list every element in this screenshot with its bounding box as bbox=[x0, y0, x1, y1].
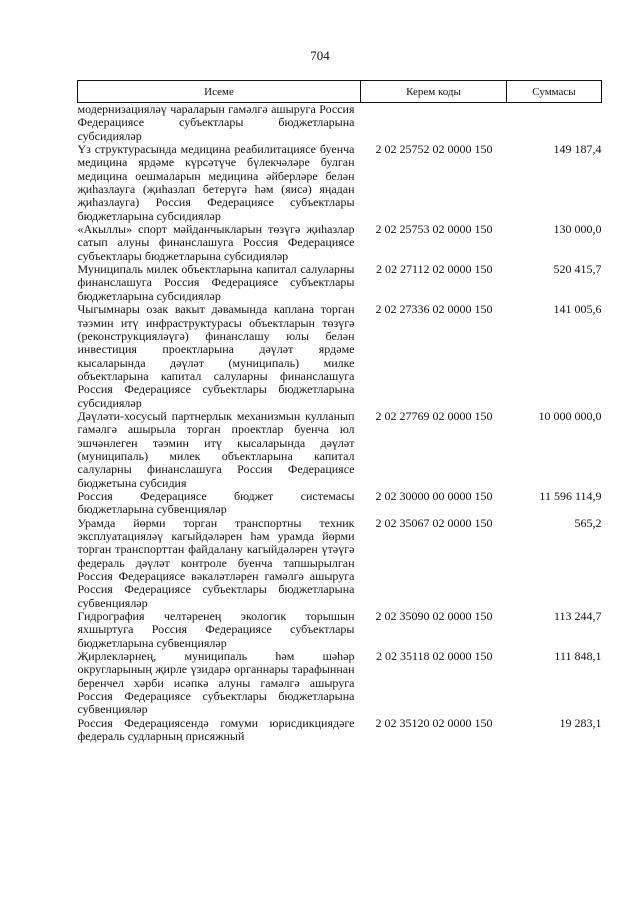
table-row bbox=[78, 490, 602, 517]
table-body bbox=[78, 103, 602, 744]
row-name: Җирлекләрнең, муниципаль һәм шәһәр округларының җирле үзидарә органнары тарафыннан беренчел хәрби исәпкә алуны гамәлгә ашыруга Россия Федерациясе субъектлары бюджетларына субвенцияләр bbox=[77, 649, 355, 717]
row-sum: 10 000 000,0 bbox=[538, 408, 602, 423]
row-sum: 113 244,7 bbox=[553, 609, 602, 624]
table-row bbox=[78, 223, 602, 263]
header-sum: Суммасы bbox=[507, 81, 602, 103]
row-code: 2 02 35067 02 0000 150 bbox=[375, 515, 493, 530]
row-sum: 11 596 114,9 bbox=[539, 488, 602, 503]
row-code: 2 02 35120 02 0000 150 bbox=[375, 715, 493, 730]
row-sum: 149 187,4 bbox=[553, 142, 602, 157]
row-code: 2 02 27769 02 0000 150 bbox=[375, 408, 493, 423]
row-code: 2 02 35090 02 0000 150 bbox=[375, 609, 493, 624]
header-code: Керем коды bbox=[361, 81, 507, 103]
row-code: 2 02 25753 02 0000 150 bbox=[375, 222, 493, 237]
row-sum: 111 848,1 bbox=[554, 649, 602, 664]
row-name: Урамда йөрми торган транспортны техник эксплуатацияләү кагыйдәләрен һәм урамда йөрми торган транспорттан файдалану кагыйдәләрен үтәүгә федераль дәүләт контроле буенча тапшырылган Россия Федерациясе вәкаләтләрен гамәлгә ашыруга Россия Федерациясе субъектлары бюджетларына субвенцияләр bbox=[77, 515, 355, 610]
table-row bbox=[78, 303, 602, 410]
row-sum: 141 005,6 bbox=[553, 302, 602, 317]
row-code: 2 02 27112 02 0000 150 bbox=[375, 262, 493, 277]
row-name: Россия Федерациясендә гомуми юрисдикциядәге федераль судларның присяжный bbox=[77, 715, 355, 744]
table-row bbox=[78, 263, 602, 303]
table-row bbox=[78, 650, 602, 717]
row-code: 2 02 25752 02 0000 150 bbox=[375, 142, 493, 157]
page-number: 704 bbox=[310, 48, 330, 63]
header-row bbox=[78, 81, 602, 103]
table-row bbox=[78, 103, 602, 144]
row-sum bbox=[507, 103, 602, 144]
row-name: Чыгымнары озак вакыт дәвамында каплана торган тәэмин итү инфраструктурасы объектларын төзүгә (реконструкцияләүгә) финанслашу юлы белән инвестиция проектларына дәүләт ярдәме кысаларында дәүләт (муниципаль) милке объектларына капитал салуларны финанслашуга Россия Федерациясе субъектлары бюджетларына субсидияләр bbox=[77, 302, 355, 410]
table-header bbox=[78, 81, 602, 103]
row-name: Үз структурасында медицина реабилитациясе буенча медицина ярдәме күрсәтүче бүлекчәләре булган медицина оешмаларын медицина әйберләре белән җиһазлауга (җиһазлап бетерүгә һәм (яисә) яңадан җиһазлауга) Россия Федерациясе субъектлары бюджетларына субсидияләр bbox=[77, 142, 355, 223]
row-sum: 130 000,0 bbox=[553, 222, 602, 237]
row-code: 2 02 35118 02 0000 150 bbox=[375, 649, 493, 664]
row-name: «Акыллы» спорт мәйданчыкларын төзүгә җиһазлар сатып алуны финанслашуга Россия Федерациясе субъектлары бюджетларына субсидияләр bbox=[77, 222, 355, 263]
row-code: 2 02 30000 00 0000 150 bbox=[375, 488, 493, 503]
row-name: Гидрография челтәренең экологик торышын яхшыртуга Россия Федерациясе субъектлары бюджетларына субвенцияләр bbox=[77, 609, 355, 650]
table-row bbox=[78, 517, 602, 610]
row-name: Дәүләти-хосусый партнерлык механизмын кулланып гамәлгә ашырыла торган проектлар буенча юл эшчәнлеген тәэмин итү кысаларында дәүләт (муниципаль) милек объектларына капитал салуларны финанслашуга Россия Федерациясе бюджетына субсидия bbox=[77, 408, 355, 490]
table-row bbox=[78, 717, 602, 744]
row-name: Россия Федерациясе бюджет системасы бюджетларына субвенцияләр bbox=[77, 488, 355, 517]
row-code bbox=[361, 103, 507, 144]
row-sum: 19 283,1 bbox=[559, 715, 602, 730]
row-sum: 565,2 bbox=[574, 515, 602, 530]
header-name: Исеме bbox=[78, 81, 361, 103]
table-row bbox=[78, 610, 602, 650]
row-sum: 520 415,7 bbox=[553, 262, 602, 277]
budget-table bbox=[77, 80, 602, 744]
row-name: модернизацияләү чараларын гамәлгә ашыруга Россия Федерациясе субъектлары бюджетларына субсидияләр bbox=[77, 102, 355, 143]
row-name: Муниципаль милек объектларына капитал салуларны финанслашуга Россия Федерациясе субъектлары бюджетларына субсидияләр bbox=[77, 262, 355, 303]
table-row bbox=[78, 143, 602, 223]
table-row bbox=[78, 410, 602, 490]
row-code: 2 02 27336 02 0000 150 bbox=[375, 302, 493, 317]
